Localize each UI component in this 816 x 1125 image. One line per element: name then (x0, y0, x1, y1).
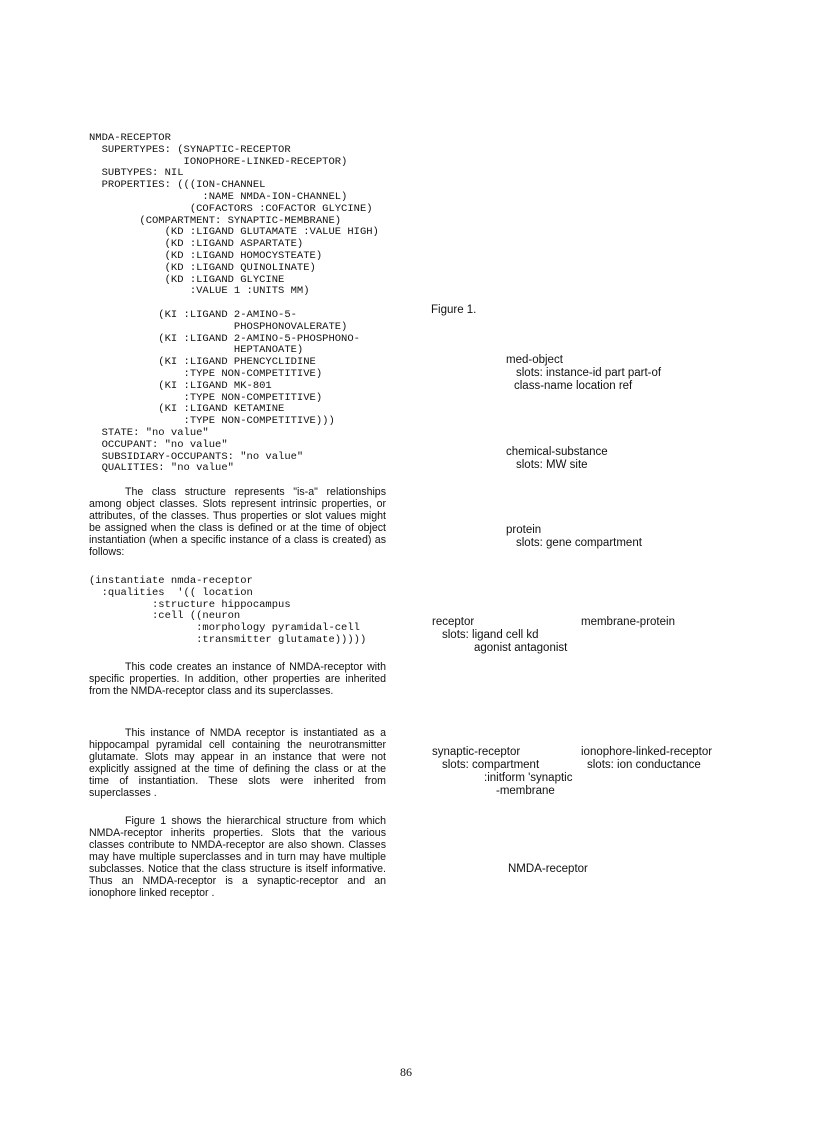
paragraph-figure-explanation: Figure 1 shows the hierarchical structure from which NMDA-receptor inherits properties. Slots that the various classes contribute to NMDA-receptor are also shown. Classes may have multiple superclasses and in turn may have multiple subclasses. Notice that the class structure is itself informative. Thus an NMDA-receptor is a synaptic-receptor and an ionophore linked receptor . (89, 815, 386, 899)
schema-line: QUALITIES: "no value" (89, 462, 234, 475)
schema-line: SUBSIDIARY-OCCUPANTS: "no value" (89, 450, 304, 463)
class-slots: slots: instance-id part part-of (516, 367, 662, 379)
class-slots-continued: -membrane (496, 785, 555, 797)
schema-line: IONOPHORE-LINKED-RECEPTOR) (89, 155, 348, 168)
class-ionophore-linked-receptor (581, 746, 712, 772)
class-name: ionophore-linked-receptor (581, 746, 713, 758)
schema-line: PHOSPHONOVALERATE) (89, 320, 348, 333)
page-number: 86 (400, 1065, 412, 1079)
class-slots-continued: agonist antagonist (474, 642, 568, 654)
schema-line: SUPERTYPES: (SYNAPTIC-RECEPTOR (89, 143, 291, 156)
instantiate-code-block (89, 576, 366, 647)
schema-line: (KI :LIGAND MK-801 (89, 379, 272, 392)
class-receptor (432, 616, 567, 655)
class-name: synaptic-receptor (432, 746, 521, 758)
class-med-object (506, 354, 661, 393)
code-line: (instantiate nmda-receptor (89, 575, 253, 587)
schema-line: OCCUPANT: "no value" (89, 438, 228, 451)
schema-line: (COMPARTMENT: SYNAPTIC-MEMBRANE) (89, 214, 342, 227)
class-name: protein (506, 524, 542, 536)
class-name: NMDA-receptor (508, 863, 588, 875)
schema-line: (COFACTORS :COFACTOR GLYCINE) (89, 202, 373, 215)
class-name: receptor (432, 616, 475, 628)
class-slots-continued: class-name location ref (514, 380, 633, 392)
class-protein (506, 524, 642, 550)
schema-line: SUBTYPES: NIL (89, 167, 184, 180)
schema-line: :VALUE 1 :UNITS MM) (89, 285, 310, 298)
schema-line: NMDA-RECEPTOR (89, 132, 171, 144)
code-line: :morphology pyramidal-cell (89, 622, 360, 635)
class-chemical-substance (506, 446, 608, 472)
schema-line: (KD :LIGAND HOMOCYSTEATE) (89, 249, 323, 262)
class-slots: slots: MW site (516, 459, 588, 471)
class-synaptic-receptor (432, 746, 572, 798)
schema-line: PROPERTIES: (((ION-CHANNEL (89, 179, 266, 192)
schema-line: (KI :LIGAND 2-AMINO-5- (89, 308, 297, 321)
figure-caption: Figure 1. (431, 304, 477, 316)
code-line: :qualities '(( location (89, 586, 253, 599)
class-slots-continued: :initform 'synaptic (484, 772, 573, 784)
class-slots: slots: ligand cell kd (442, 629, 539, 641)
schema-line: :NAME NMDA-ION-CHANNEL) (89, 190, 348, 203)
schema-line: :TYPE NON-COMPETITIVE) (89, 367, 323, 380)
class-slots: slots: gene compartment (516, 537, 642, 549)
paragraph-code-creates-instance: This code creates an instance of NMDA-receptor with specific properties. In addition, other properties are inherited from the NMDA-receptor class and its superclasses. (89, 661, 386, 697)
schema-line: (KD :LIGAND ASPARTATE) (89, 238, 304, 251)
class-name: chemical-substance (506, 446, 608, 458)
schema-line: (KD :LIGAND GLYCINE (89, 273, 285, 286)
schema-line: :TYPE NON-COMPETITIVE))) (89, 415, 335, 428)
schema-line: (KD :LIGAND QUINOLINATE) (89, 261, 316, 274)
paragraph-class-structure: The class structure represents "is-a" relationships among object classes. Slots represent intrinsic properties, or attributes, of the classes. Thus properties or slot values might be assigned when the class is defined or at the time of object instantiation (when a specific instance of a class is created) as follows: (89, 486, 386, 558)
code-line: :structure hippocampus (89, 598, 291, 611)
schema-line: (KI :LIGAND 2-AMINO-5-PHOSPHONO- (89, 332, 360, 345)
schema-line: (KI :LIGAND PHENCYCLIDINE (89, 356, 316, 369)
code-line: :cell ((neuron (89, 610, 241, 623)
class-name: med-object (506, 354, 563, 366)
class-slots: slots: compartment (442, 759, 540, 771)
paragraph-instance-description: This instance of NMDA receptor is instantiated as a hippocampal pyramidal cell containing the neurotransmitter glutamate. Slots may appear in an instance that were not explicitly assigned at the time of defining the class or at the time of instantiation. These slots were inherited from superclasses . (89, 727, 386, 799)
schema-line: STATE: "no value" (89, 426, 209, 439)
class-slots: slots: ion conductance (587, 759, 701, 771)
schema-line: :TYPE NON-COMPETITIVE) (89, 391, 323, 404)
class-membrane-protein (581, 616, 675, 629)
code-line: :transmitter glutamate))))) (89, 633, 367, 646)
schema-line: (KI :LIGAND KETAMINE (89, 403, 285, 416)
schema-line: HEPTANOATE) (89, 344, 304, 357)
schema-line: (KD :LIGAND GLUTAMATE :VALUE HIGH) (89, 226, 379, 239)
class-nmda-receptor (508, 863, 588, 876)
nmda-receptor-schema (89, 133, 379, 475)
class-name: membrane-protein (581, 616, 675, 628)
